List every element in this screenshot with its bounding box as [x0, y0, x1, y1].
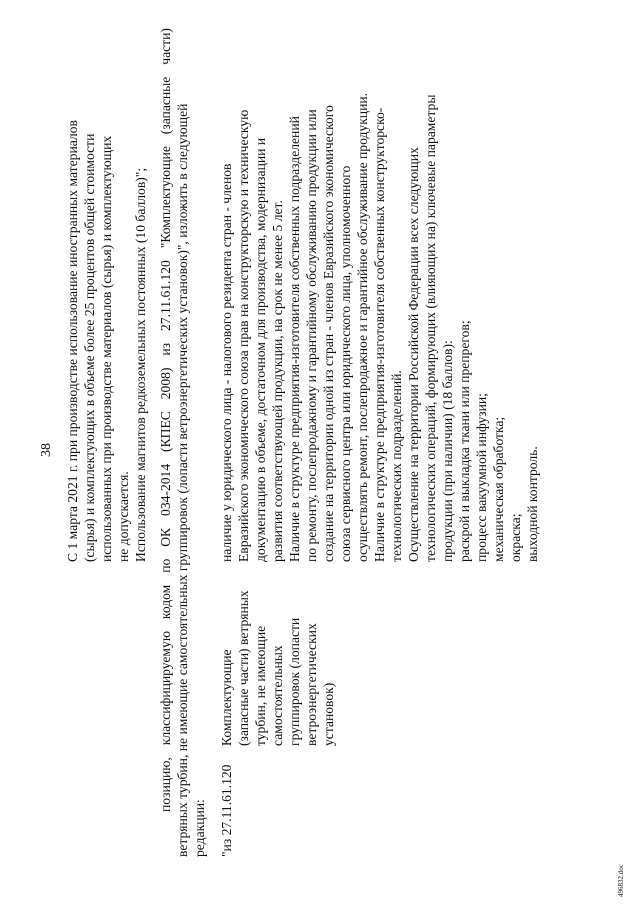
requirement-line: развития соответствующей продукции, на срок не менее 5 лет. — [270, 200, 285, 562]
top-line: использованных при производстве материалов (сырья) и комплектующих — [99, 135, 114, 562]
product-name-line: установок) — [321, 682, 336, 746]
intro-line-3: редакции: — [192, 799, 207, 857]
requirement-line: процесс вакуумной инфузии; — [474, 393, 489, 562]
requirement-line: Осуществление на территории Российской Федерации всех следующих — [406, 147, 421, 562]
requirement-line: технологических операций, формирующих (влияющих на) ключевые параметры — [423, 94, 438, 562]
intro-word: кодом — [158, 584, 173, 620]
intro-word: "Комплектующие — [158, 146, 173, 249]
requirement-line: союза сервисного центра или юридического лица, уполномоченного — [338, 165, 353, 562]
top-line: Использование магнитов редкоземельных постоянных (10 баллов)"; — [133, 167, 148, 562]
document-file-code: 496832.doc — [617, 864, 625, 897]
product-name-line: (запасные части) ветряных — [236, 590, 251, 746]
requirement-line: создание на территории одной из стран - членов Евразийского экономического — [321, 105, 336, 562]
intro-word: ОК — [158, 527, 173, 547]
requirement-line: по ремонту, послепродажному и гарантийному обслуживанию продукции или — [304, 109, 319, 562]
requirement-line: осуществлять ремонт, послепродажное и гарантийное обслуживание продукции. — [355, 92, 370, 562]
requirement-line: механическая обработка; — [491, 416, 506, 562]
product-name-line: ветроэнергетических — [304, 623, 319, 746]
page-number: 38 — [39, 443, 54, 457]
requirement-line: раскрой и выкладка ткани или препрегов; — [457, 320, 472, 562]
product-name-line: Комплектующие — [219, 649, 234, 746]
product-name-line: турбин, не имеющие — [253, 625, 268, 746]
product-code: "из 27.11.61.120 — [219, 764, 234, 857]
intro-line-2: ветряных турбин, не имеющие самостоятельных группировок (лопасти ветроэнергетических установок)", изложить в следующей — [175, 103, 190, 857]
intro-line-1 — [159, 28, 173, 812]
intro-word: 2008) — [158, 367, 173, 400]
intro-word: из — [158, 342, 173, 356]
requirement-line: Наличие в структуре предприятия-изготовителя собственных подразделений — [287, 116, 302, 562]
top-line: С 1 марта 2021 г. при производстве использование иностранных материалов — [65, 120, 80, 562]
top-line: не допускается. — [116, 471, 131, 562]
intro-word: классифицируемую — [158, 631, 173, 746]
intro-word: (запасные — [158, 76, 173, 135]
intro-word: 27.11.61.120 — [158, 260, 173, 332]
requirement-line: документацию в объеме, достаточном для производства, модернизации и — [253, 137, 268, 562]
requirement-line: наличие у юридического лица - налогового резидента стран - членов — [219, 163, 234, 562]
product-name-line: группировок (лопасти — [287, 617, 302, 746]
intro-word: 034-2014 — [158, 463, 173, 516]
product-name-line: самостоятельных — [270, 645, 285, 746]
requirement-line: технологических подразделений. — [389, 370, 404, 562]
requirement-line: Наличие в структуре предприятия-изготовителя собственных конструкторско- — [372, 107, 387, 562]
requirement-line: продукции (при наличии) (18 баллов): — [440, 340, 455, 562]
requirement-line: Евразийского экономического союза прав на конструкторскую и техническую — [236, 109, 251, 562]
intro-word: по — [158, 558, 173, 573]
intro-word: позицию, — [158, 757, 173, 812]
intro-word: части) — [158, 28, 173, 65]
requirement-line: окраска; — [508, 513, 523, 562]
intro-word: (КПЕС — [158, 411, 173, 452]
requirement-line: выходной контроль. — [525, 446, 540, 562]
top-line: (сырья) и комплектующих в объеме более 25 процентов общей стоимости — [82, 133, 97, 562]
